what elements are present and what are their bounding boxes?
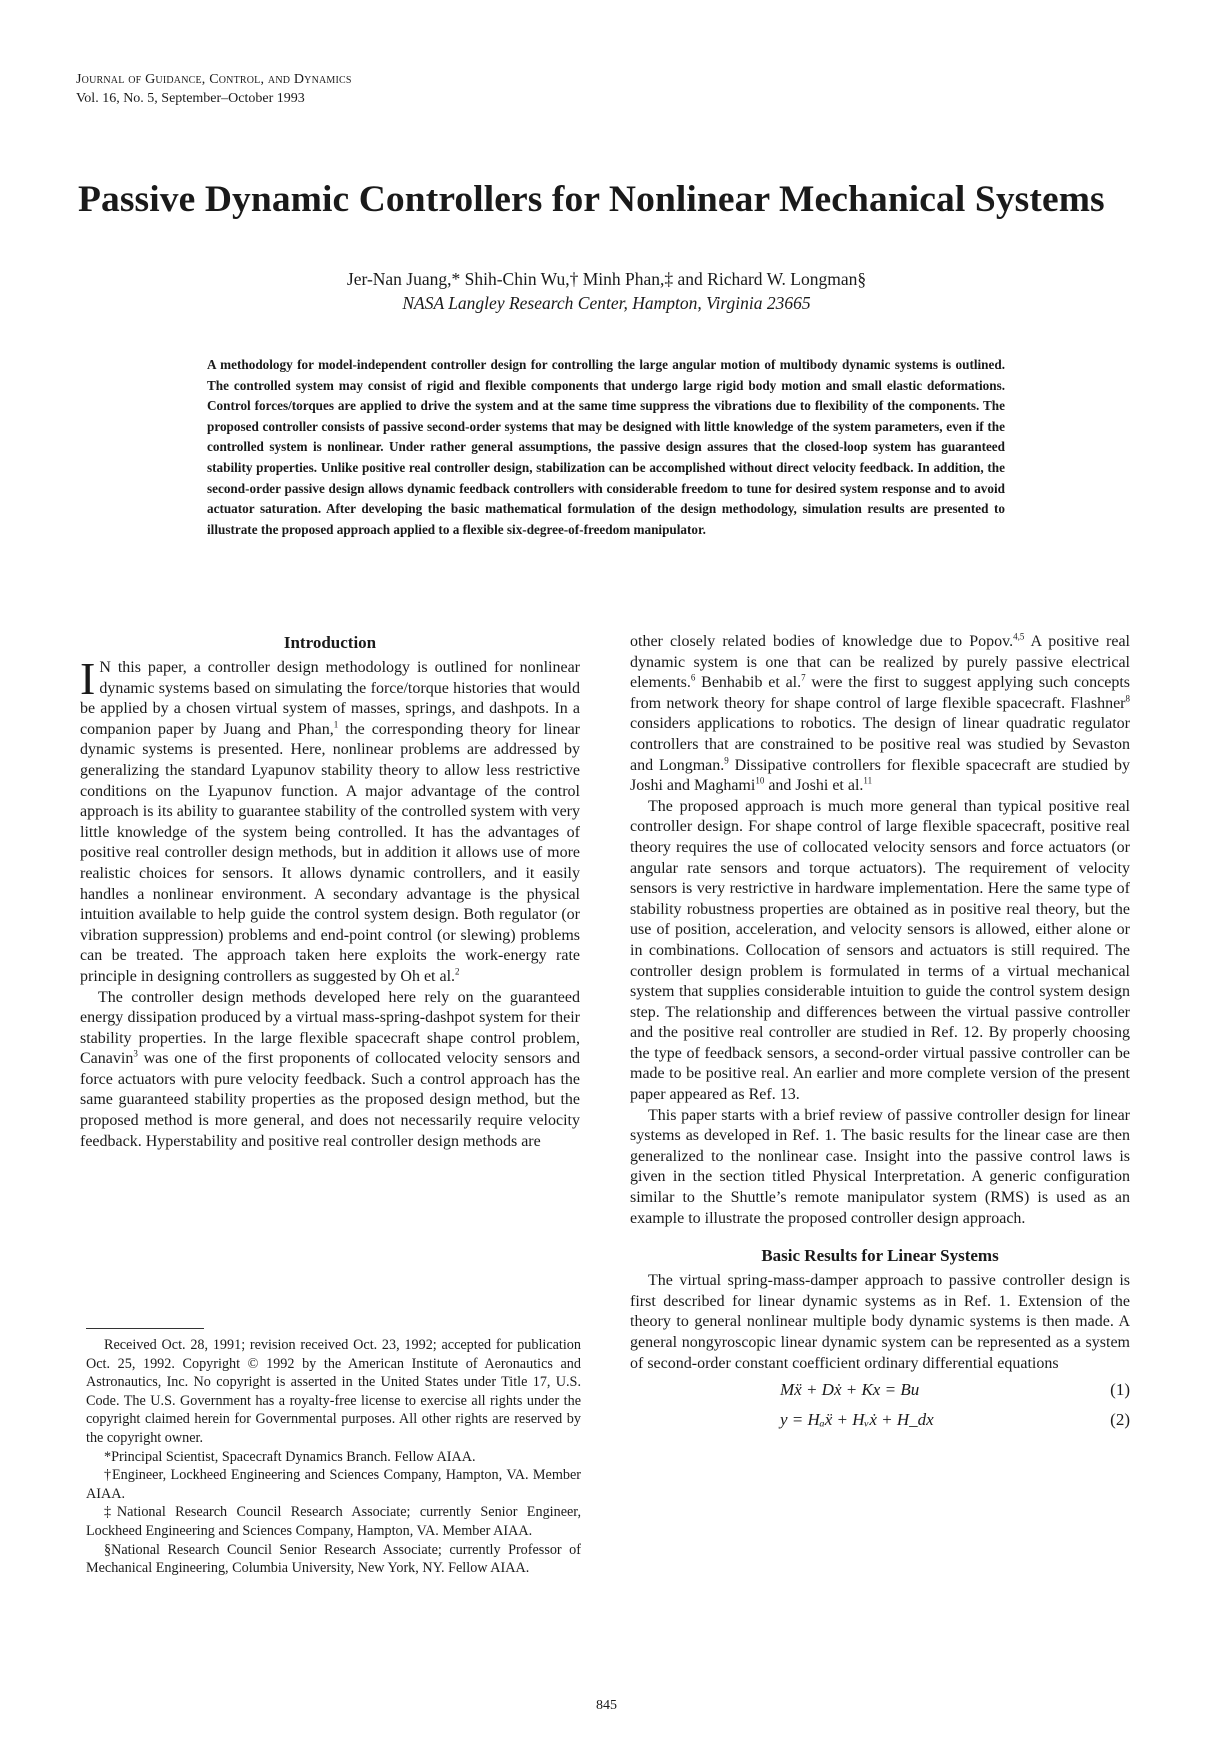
- basic-paragraph-1: The virtual spring-mass-damper approach to passive controller design is first described for linear dynamic systems as in Ref. 1. Extension of the theory to general nonlinear multiple body dynamic systems is then made. A general nongyroscopic linear dynamic system can be represented as a system of second-order constant coefficient ordinary differential equations: [630, 1272, 1130, 1372]
- intro-paragraph-3: other closely related bodies of knowledge due to Popov.$^{4,5}$ A positive real dynamic system is one that can be realized by purely passive electrical elements.$^6$ Benhabib et al.$^7$ were the first to suggest applying such concepts from network theory for shape control of large flexible spacecraft. Flashner$^8$ considers applications to robotics. The design of linear quadratic regulator controllers that are constrained to be positive real was studied by Sevaston and Longman.$^9$ Dissipative controllers for flexible spacecraft are studied by Joshi and Maghami$^{10}$ and Joshi et al.$^{11}$: [630, 631, 1130, 795]
- abstract: A methodology for model-independent controller design for controlling the large angular motion of multibody dynamic systems is outlined. The controlled system may consist of rigid and flexible components that undergo large rigid body motion and small elastic deformations. Control forces/torques are applied to drive the system and at the same time suppress the vibrations due to flexibility of the components. The proposed controller consists of passive second-order systems that may be designed with little knowledge of the system parameters, even if the controlled system is nonlinear. Under rather general assumptions, the passive design assures that the closed-loop system has guaranteed stability properties. Unlike positive real controller design, stabilization can be accomplished without direct velocity feedback. In addition, the second-order passive design allows dynamic feedback controllers with considerable freedom to tune for desired system response and to avoid actuator saturation. After developing the basic mathematical formulation of the design methodology, simulation results are presented to illustrate the proposed approach applied to a flexible six-degree-of-freedom manipulator.: [207, 357, 1005, 537]
- citation: 11: [863, 775, 873, 786]
- affiliation: NASA Langley Research Center, Hampton, Virginia 23665: [402, 293, 811, 313]
- equation-2-number: (2): [1110, 1410, 1130, 1430]
- left-column: [80, 632, 580, 1152]
- intro-paragraph-2: The controller design methods developed here rely on the guaranteed energy dissipation produced by a virtual mass-spring-dashpot system for their stability properties. In the large flexible spacecraft shape control problem, Canavin$^3$ was one of the first proponents of collocated velocity sensors and force actuators with pure velocity feedback. Such a control approach has the same guaranteed stability properties as the proposed design method, but the proposed method is more general, and does not necessarily require velocity feedback. Hyperstability and positive real controller design methods are: [80, 988, 580, 1150]
- citation: 3: [133, 1048, 138, 1059]
- citation: 1: [333, 719, 339, 730]
- section-heading-basic-results: Basic Results for Linear Systems: [761, 1246, 999, 1266]
- intro-paragraph-1: I N this paper, a controller design methodology is outlined for nonlinear dynamic systems based on simulating the force/torque histories that would be applied by a chosen virtual system of masses, springs, and dashpots. In a companion paper by Juang and Phan,$^1$ the corresponding theory for linear dynamic systems is presented. Here, nonlinear problems are addressed by generalizing the standard Lyapunov stability theory to allow less restrictive conditions on the Lyapunov function. A major advantage of the control approach is its ability to guarantee stability of the controlled system with very little knowledge of the system being controlled. It has the advantages of positive real controller design methods, but in addition it allows use of more realistic choices for sensors. It allows dynamic controllers, and it easily handles a nonlinear environment. A secondary advantage is the physical intuition available to help guide the control system design. Both regulator (or vibration suppression) problems and end-point control (or slewing) problems can be treated. The approach taken here exploits the work-energy rate principle in designing controllers as suggested by Oh et al.$^2$: [80, 653, 581, 985]
- journal-header: [76, 70, 352, 108]
- drop-cap: I: [80, 653, 96, 704]
- citation: 8: [1125, 693, 1130, 704]
- footnote-rule: [86, 1328, 204, 1329]
- journal-name: Journal of Guidance, Control, and Dynamics: [76, 72, 352, 87]
- section-heading-introduction: Introduction: [283, 633, 377, 652]
- footnote-author-3: ‡National Research Council Research Associate; currently Senior Engineer, Lockheed Engineering and Sciences Company, Hampton, VA. Member AIAA.: [86, 1504, 581, 1539]
- intro-paragraph-5: This paper starts with a brief review of passive controller design for linear systems as developed in Ref. 1. The basic results for the linear case are then generalized to the nonlinear case. Insight into the passive control laws is given in the section titled Physical Interpretation. A generic configuration similar to the Shuttle’s remote manipulator system (RMS) is used as an example to illustrate the proposed controller design approach.: [630, 1106, 1130, 1227]
- intro-paragraph-4: The proposed approach is much more general than typical positive real controller design. For shape control of large flexible spacecraft, positive real theory requires the use of collocated velocity sensors and force actuators (or angular rate sensors and torque actuators). The requirement of velocity sensors is very restrictive in hardware implementation. Here the same type of stability robustness properties are obtained as in positive real theory, but the use of position, acceleration, and velocity sensors is allowed, either alone or in combinations. Collocation of sensors and actuators is still required. The controller design problem is formulated in terms of a virtual mechanical system that supplies considerable intuition to guide the control system design step. The relationship and differences between the virtual passive controller and the positive real controller are studied in Ref. 12. By properly choosing the type of feedback sensors, a second-order virtual passive controller can be made to be positive real. An earlier and more complete version of the present paper appeared as Ref. 13.: [630, 797, 1130, 1104]
- equation-1: [630, 1380, 1130, 1410]
- equation-1-expr: Mẍ + Dẋ + Kx = Bu: [780, 1380, 920, 1400]
- footnote-received: Received Oct. 28, 1991; revision received Oct. 23, 1992; accepted for publication Oct. 25, 1992. Copyright © 1992 by the American Institute of Aeronautics and Astronautics, Inc. No copyright is asserted in the United States under Title 17, U.S. Code. The U.S. Government has a royalty-free license to exercise all rights under the copyright claimed herein for Governmental purposes. All other rights are reserved by the copyright owner.: [86, 1337, 581, 1446]
- page-number: 845: [596, 1698, 617, 1713]
- footnote-author-4: §National Research Council Senior Research Associate; currently Professor of Mechanical Engineering, Columbia University, New York, NY. Fellow AIAA.: [86, 1541, 581, 1577]
- citation: 6: [690, 672, 696, 683]
- citation: 4,5: [1013, 631, 1025, 642]
- footnote-author-2: †Engineer, Lockheed Engineering and Sciences Company, Hampton, VA. Member AIAA.: [86, 1467, 581, 1502]
- footnote-author-1: *Principal Scientist, Spacecraft Dynamics Branch. Fellow AIAA.: [104, 1448, 476, 1465]
- equation-1-number: (1): [1110, 1380, 1130, 1400]
- author-list: Jer-Nan Juang,* Shih-Chin Wu,† Minh Phan,‡ and Richard W. Longman§: [346, 269, 867, 289]
- citation: 7: [801, 672, 806, 683]
- citation: 9: [724, 755, 729, 766]
- equation-2-expr: y = Hₐẍ + Hᵥẋ + H_dx: [780, 1410, 934, 1430]
- paper-title: Passive Dynamic Controllers for Nonlinear Mechanical Systems: [78, 179, 1105, 220]
- volume-line: Vol. 16, No. 5, September–October 1993: [76, 91, 305, 106]
- footnotes: [86, 1336, 581, 1578]
- right-column: [630, 632, 1130, 1440]
- citation: 10: [755, 775, 765, 786]
- citation: 2: [455, 966, 460, 977]
- equation-2: [630, 1410, 1130, 1440]
